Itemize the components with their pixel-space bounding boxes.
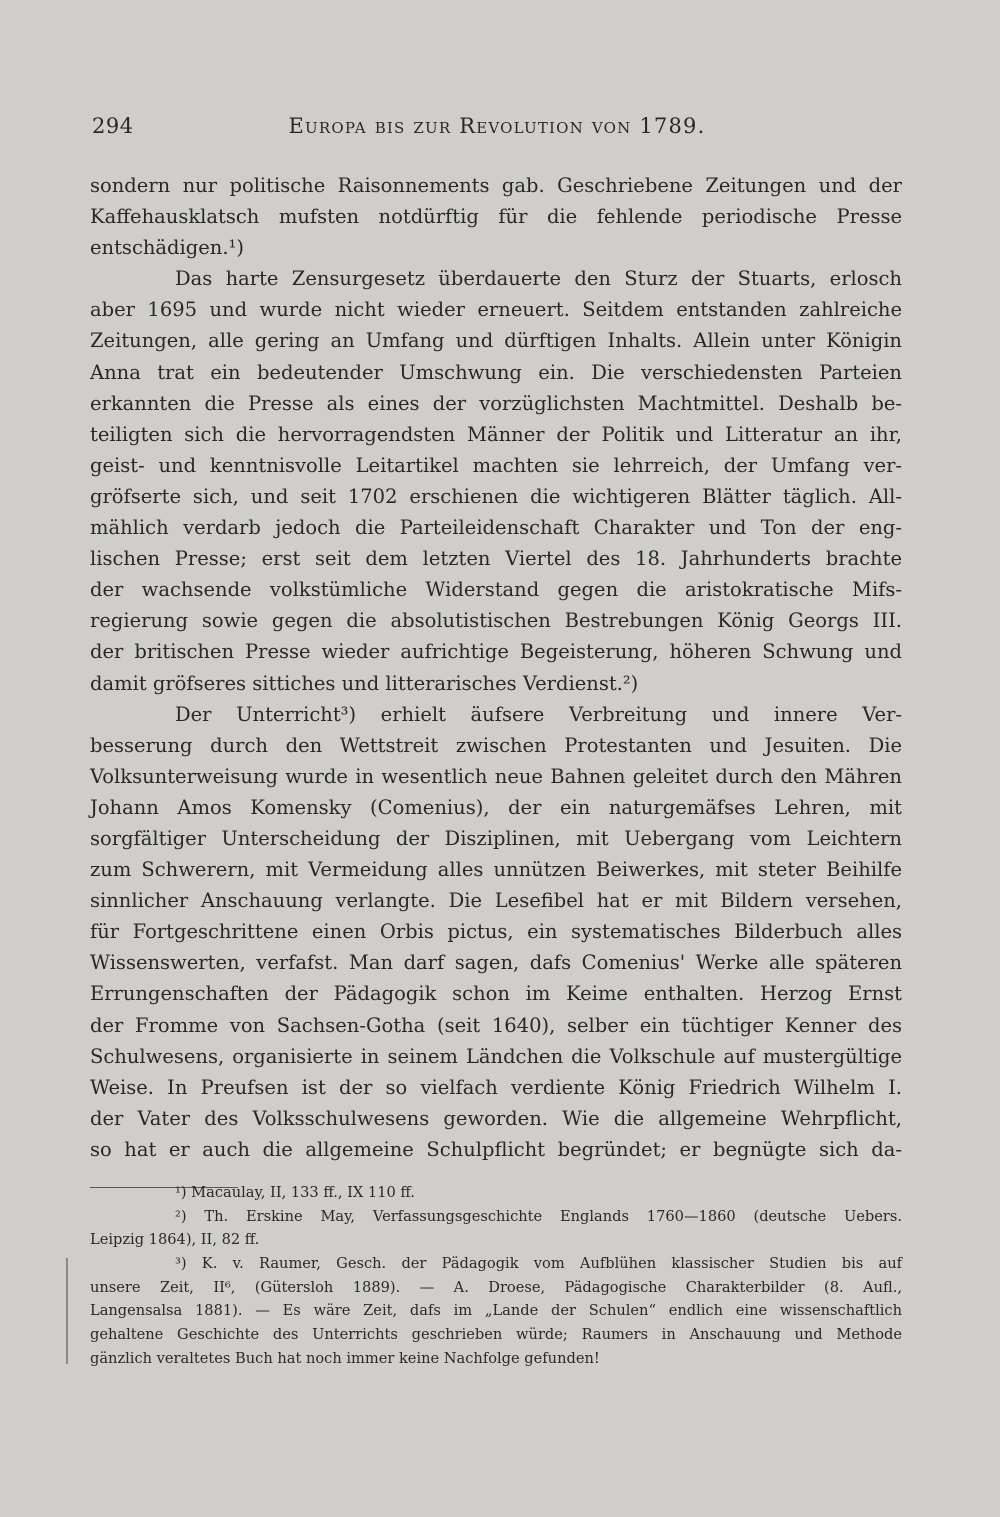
footnote-line: ¹) Macaulay, II, 133 ff., IX 110 ff. xyxy=(175,1184,415,1201)
text-line: der britischen Presse wieder aufrichtige Begeisterung, höheren Schwung und xyxy=(90,640,902,664)
page-number: 294 xyxy=(92,114,134,138)
text-line: Volksunterweisung wurde in wesentlich neue Bahnen geleitet durch den Mähren xyxy=(90,764,902,788)
footnotes xyxy=(90,1181,902,1371)
text-line: sinnlicher Anschauung verlangte. Die Lesefibel hat er mit Bildern versehen, xyxy=(90,889,902,913)
text-line: besserung durch den Wettstreit zwischen Protestanten und Jesuiten. Die xyxy=(90,733,902,757)
text-line: der Fromme von Sachsen-Gotha (seit 1640), selber ein tüchtiger Kenner des xyxy=(90,1013,902,1037)
running-head: Europa bis zur Revolution von 1789. xyxy=(288,114,706,138)
text-line: der wachsende volkstümliche Widerstand gegen die aristokratische Mifs- xyxy=(90,578,902,602)
body-text xyxy=(90,170,902,1165)
footnote-line: Leipzig 1864), II, 82 ff. xyxy=(90,1231,260,1249)
text-line: regierung sowie gegen die absolutistischen Bestrebungen König Georgs III. xyxy=(90,609,902,633)
footnote-line: Langensalsa 1881). — Es wäre Zeit, dafs im „Lande der Schulen“ endlich eine wissenschaftlich xyxy=(90,1302,902,1320)
footnote-line: gänzlich veraltetes Buch hat noch immer keine Nachfolge gefunden! xyxy=(90,1349,600,1367)
text-line: Der Unterricht³) erhielt äufsere Verbreitung und innere Ver- xyxy=(175,702,902,726)
text-line: entschädigen.¹) xyxy=(90,236,244,260)
margin-pencil-mark xyxy=(66,1258,68,1364)
text-line: geist- und kenntnisvolle Leitartikel machten sie lehrreich, der Umfang ver- xyxy=(90,453,902,477)
text-line: gröfserte sich, und seit 1702 erschienen die wichtigeren Blätter täglich. All- xyxy=(90,484,902,508)
text-line: Kaffehausklatsch mufsten notdürftig für die fehlende periodische Presse xyxy=(90,205,902,229)
text-line: Wissenswerten, verfafst. Man darf sagen, dafs Comenius' Werke alle späteren xyxy=(90,951,902,975)
text-line: Anna trat ein bedeutender Umschwung ein. Die verschiedensten Parteien xyxy=(90,360,902,384)
text-line: mählich verdarb jedoch die Parteileidenschaft Charakter und Ton der eng- xyxy=(90,516,902,540)
text-line: Errungenschaften der Pädagogik schon im Keime enthalten. Herzog Ernst xyxy=(90,982,902,1006)
text-line: zum Schwerern, mit Vermeidung alles unnützen Beiwerkes, mit steter Beihilfe xyxy=(90,858,902,882)
footnote-line: unsere Zeit, II⁶, (Gütersloh 1889). — A. Droese, Pädagogische Charakterbilder (8. Aufl., xyxy=(90,1278,902,1296)
text-line: Johann Amos Komensky (Comenius), der ein naturgemäfses Lehren, mit xyxy=(90,795,902,819)
text-line: Weise. In Preufsen ist der so vielfach verdiente König Friedrich Wilhelm I. xyxy=(90,1075,902,1099)
text-line: aber 1695 und wurde nicht wieder erneuert. Seitdem entstanden zahlreiche xyxy=(90,298,902,322)
text-line: so hat er auch die allgemeine Schulpflicht begründet; er begnügte sich da- xyxy=(90,1137,902,1161)
text-line: sondern nur politische Raisonnements gab. Geschriebene Zeitungen und der xyxy=(90,174,902,197)
footnote-line: gehaltene Geschichte des Unterrichts geschrieben würde; Raumers in Anschauung und Methode xyxy=(90,1326,902,1344)
page-header xyxy=(92,114,902,144)
text-line: damit gröfseres sittiches und litterarisches Verdienst.²) xyxy=(90,671,639,695)
text-line: sorgfältiger Unterscheidung der Disziplinen, mit Uebergang vom Leichtern xyxy=(90,826,902,850)
text-line: Schulwesens, organisierte in seinem Ländchen die Volkschule auf mustergültige xyxy=(90,1044,902,1068)
text-line: teiligten sich die hervorragendsten Männer der Politik und Litteratur an ihr, xyxy=(90,422,902,446)
text-line: der Vater des Volksschulwesens geworden. Wie die allgemeine Wehrpflicht, xyxy=(90,1106,902,1130)
text-line: erkannten die Presse als eines der vorzüglichsten Machtmittel. Deshalb be- xyxy=(90,391,902,415)
footnote-line: ³) K. v. Raumer, Gesch. der Pädagogik vom Aufblühen klassischer Studien bis auf xyxy=(175,1255,902,1273)
text-line: Das harte Zensurgesetz überdauerte den Sturz der Stuarts, erlosch xyxy=(175,267,902,291)
text-line: für Fortgeschrittene einen Orbis pictus, ein systematisches Bilderbuch alles xyxy=(90,920,902,944)
text-line: lischen Presse; erst seit dem letzten Viertel des 18. Jahrhunderts brachte xyxy=(90,547,902,571)
text-line: Zeitungen, alle gering an Umfang und dürftigen Inhalts. Allein unter Königin xyxy=(90,329,902,353)
footnote-line: ²) Th. Erskine May, Verfassungsgeschichte Englands 1760—1860 (deutsche Uebers. xyxy=(175,1207,902,1225)
